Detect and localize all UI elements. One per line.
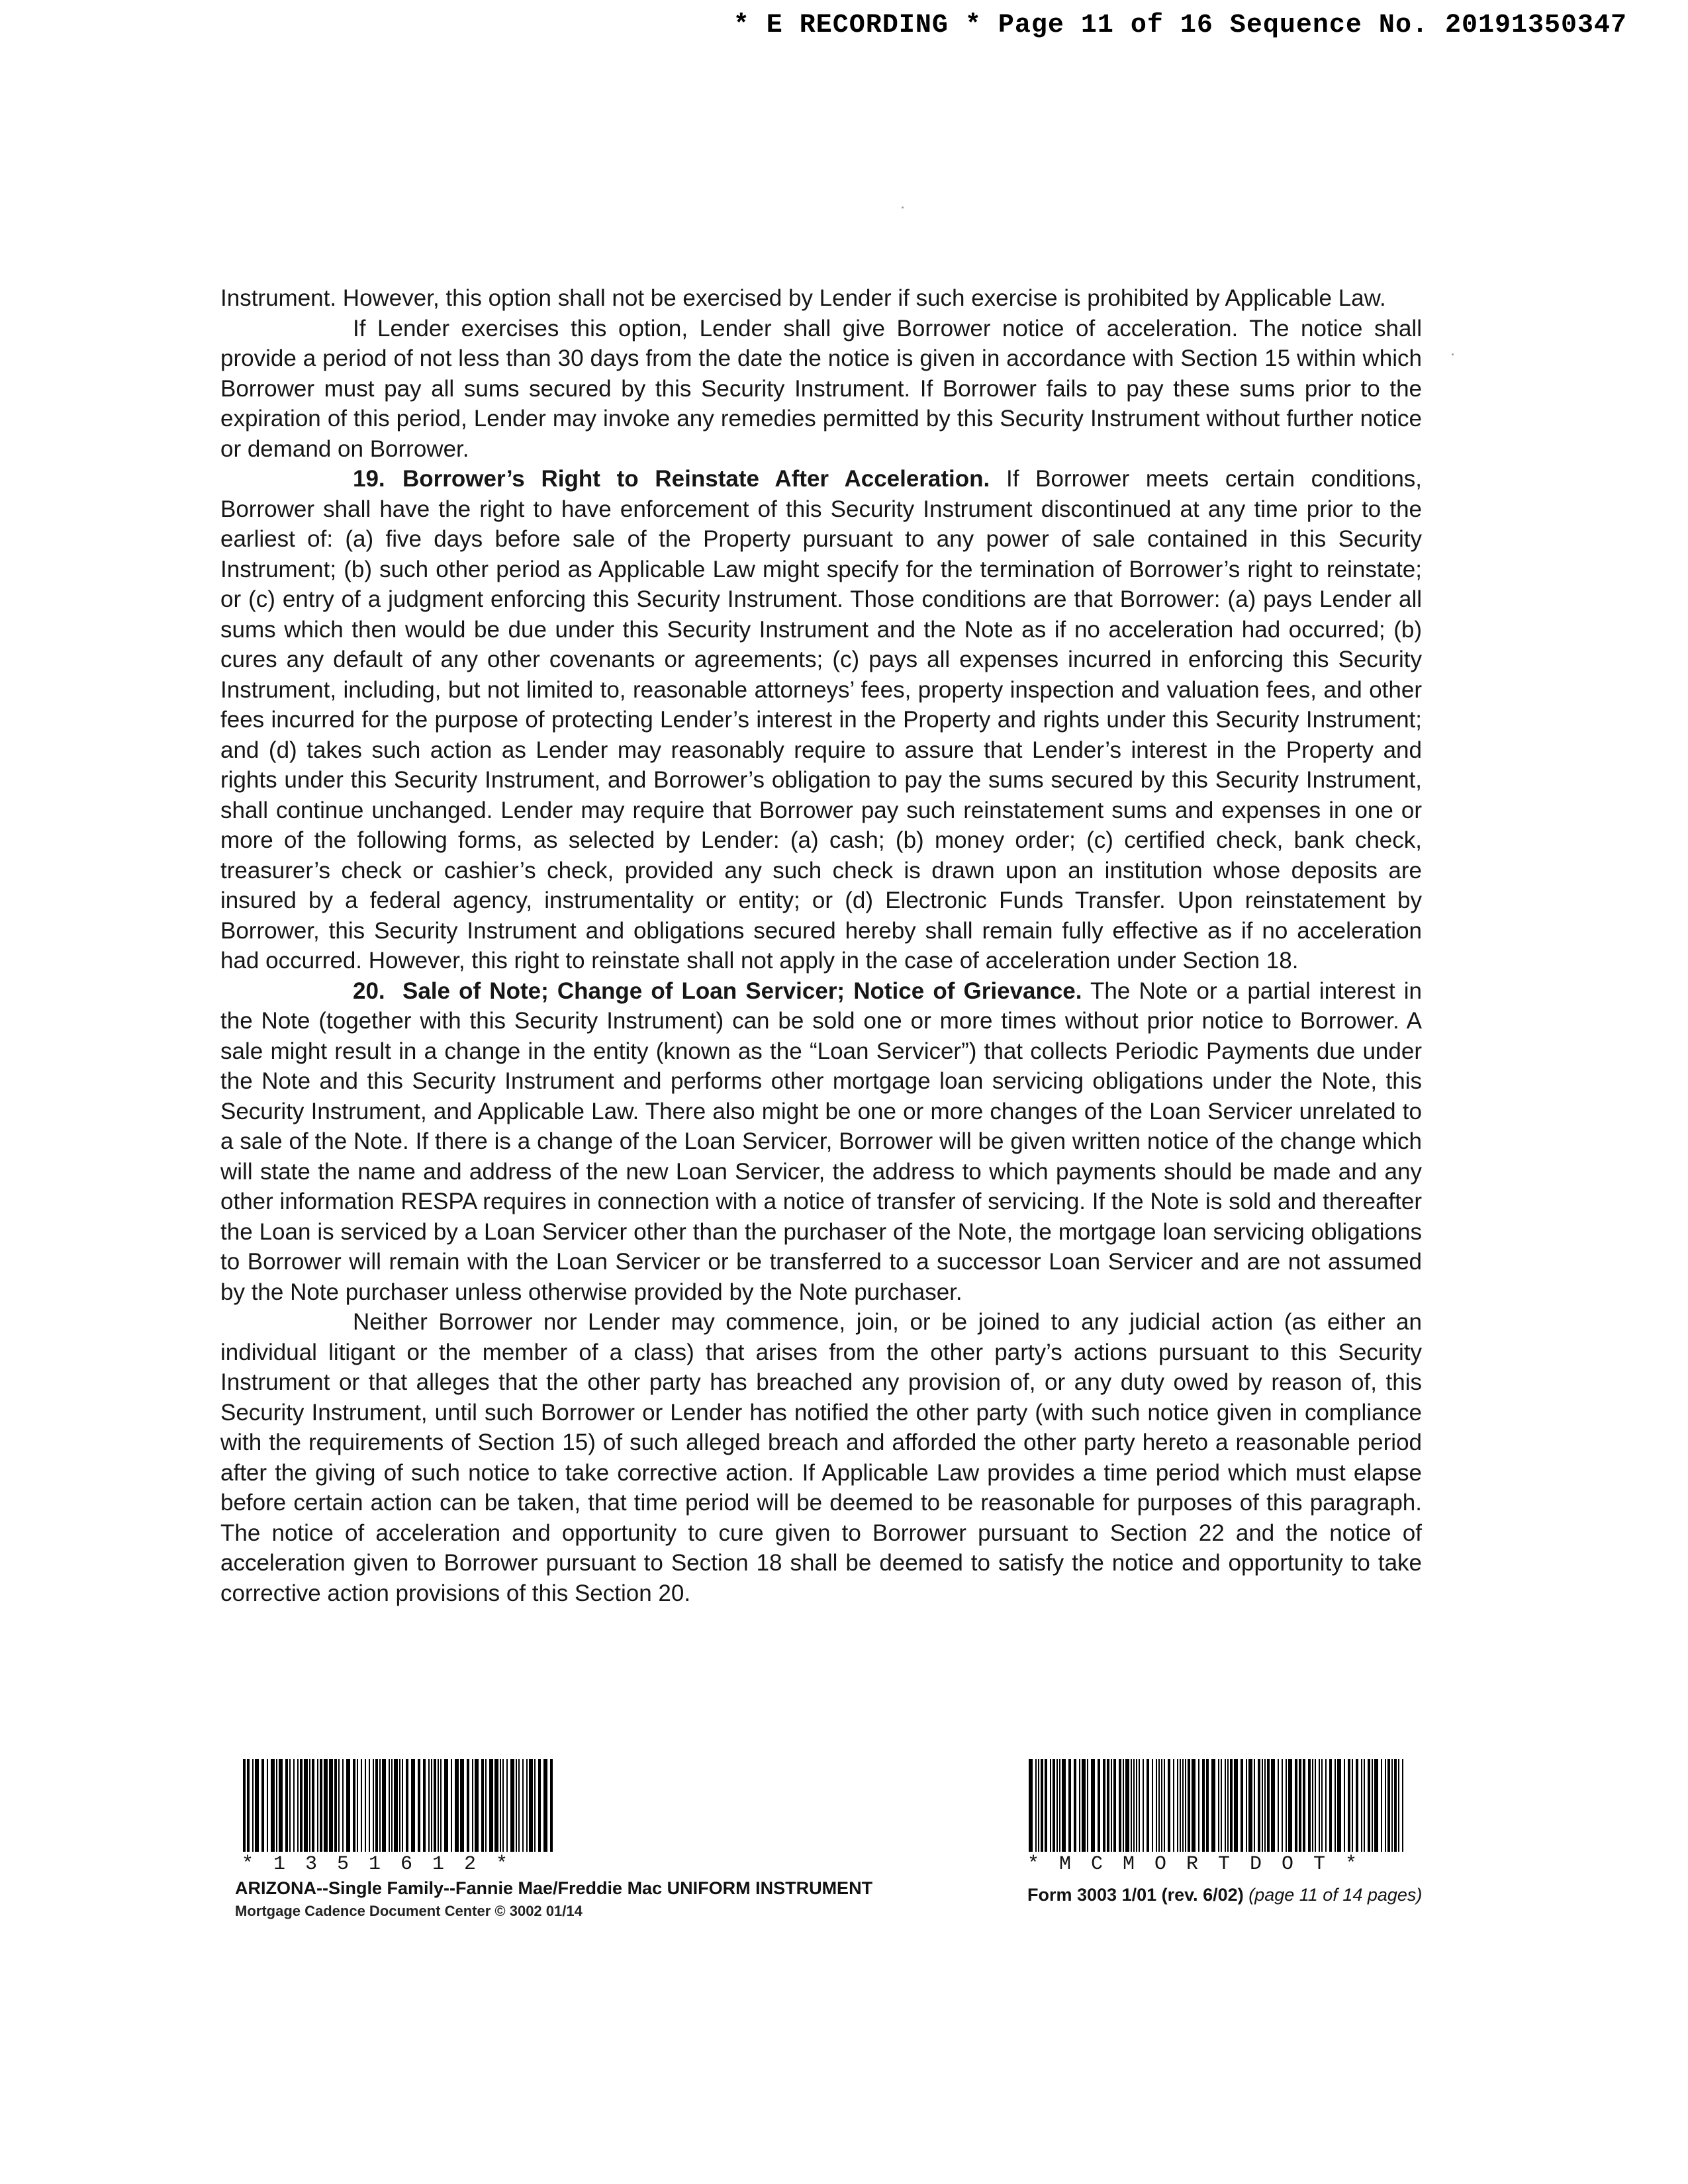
barcode-bar (1182, 1759, 1184, 1852)
barcode-bar (394, 1759, 398, 1852)
paragraph-acceleration-notice: If Lender exercises this option, Lender shall give Borrower notice of acceleration. The notice shall provide a period of not less than 30 days from the date the notice is given in accordance with Section 15 within which Borrower must pay all sums secured by this Security Instrument. If Borrower fails to pay these sums prior to the expiration of this period, Lender may invoke any remedies permitted by this Security Instrument without further notice or demand on Borrower. (220, 315, 1422, 462)
footer-right (1027, 1759, 1491, 1905)
barcode-bar (297, 1759, 299, 1852)
barcode-bar (1402, 1759, 1403, 1852)
barcode-bar (1119, 1759, 1121, 1852)
barcode-bar (1131, 1759, 1132, 1852)
footer-left (235, 1759, 963, 1920)
barcode-left-caption: * 1 3 5 1 6 1 2 * (242, 1853, 512, 1876)
barcode-bar (1035, 1759, 1037, 1852)
barcode-bar (1321, 1759, 1323, 1852)
barcode-left (242, 1759, 556, 1852)
barcode-bar (431, 1759, 432, 1852)
barcode-bar (312, 1759, 314, 1852)
barcode-bar (1288, 1759, 1292, 1852)
barcode-bar (255, 1759, 259, 1852)
barcode-bar (1348, 1759, 1350, 1852)
barcode-bar (1374, 1759, 1378, 1852)
barcode-bar (1139, 1759, 1140, 1852)
document-body (220, 283, 1422, 1608)
barcode-bar (1381, 1759, 1382, 1852)
barcode-bar (271, 1759, 275, 1852)
document-center: Mortgage Cadence Document Center © 3002 01/14 (235, 1903, 583, 1919)
barcode-bar (342, 1759, 344, 1852)
barcode-bar (451, 1759, 452, 1852)
barcode-bar (300, 1759, 303, 1852)
barcode-bar (475, 1759, 479, 1852)
barcode-bar (485, 1759, 487, 1852)
barcode-bar (1246, 1759, 1247, 1852)
barcode-right-caption: * M C M O R T D O T * (1027, 1853, 1362, 1876)
barcode-bar (460, 1759, 464, 1852)
barcode-bar (1218, 1759, 1219, 1852)
barcode-bar (1335, 1759, 1336, 1852)
barcode-bar (365, 1759, 366, 1852)
barcode-bar (320, 1759, 322, 1852)
barcode-bar (1164, 1759, 1165, 1852)
barcode-bar (1344, 1759, 1345, 1852)
barcode-bar (261, 1759, 264, 1852)
barcode-bar (324, 1759, 328, 1852)
barcode-bar (373, 1759, 374, 1852)
barcode-bar (1143, 1759, 1144, 1852)
form-number: Form 3003 1/01 (rev. 6/02) (1027, 1885, 1244, 1905)
barcode-bar (472, 1759, 473, 1852)
barcode-bar (1192, 1759, 1196, 1852)
section-19-title: Borrower’s Right to Reinstate After Acceleration. (402, 466, 990, 492)
barcode-bar (369, 1759, 370, 1852)
barcode-bar (1029, 1759, 1033, 1852)
barcode-bar (276, 1759, 277, 1852)
barcode-bar (1107, 1759, 1109, 1852)
barcode-bar (1053, 1759, 1055, 1852)
barcode-bar (382, 1759, 386, 1852)
barcode-bar (1062, 1759, 1066, 1852)
barcode-bar (502, 1759, 504, 1852)
barcode-bar (293, 1759, 295, 1852)
barcode-bar (1394, 1759, 1397, 1852)
barcode-bar (1329, 1759, 1332, 1852)
barcode-bar (1113, 1759, 1116, 1852)
section-19-number: 19. (353, 466, 385, 492)
barcode-bar (402, 1759, 403, 1852)
barcode-bar (1050, 1759, 1051, 1852)
barcode-bar (1156, 1759, 1157, 1852)
barcode-bar (243, 1759, 246, 1852)
barcode-bar (252, 1759, 254, 1852)
barcode-bar (489, 1759, 493, 1852)
barcode-bar (440, 1759, 442, 1852)
barcode-bar (406, 1759, 408, 1852)
barcode-bar (1372, 1759, 1373, 1852)
barcode-right (1027, 1759, 1408, 1852)
barcode-bar (1295, 1759, 1297, 1852)
barcode-bar (1267, 1759, 1270, 1852)
barcode-bar (444, 1759, 448, 1852)
barcode-bar (516, 1759, 517, 1852)
barcode-bar (1221, 1759, 1222, 1852)
barcode-bar (247, 1759, 250, 1852)
barcode-bar (1368, 1759, 1370, 1852)
barcode-bar (285, 1759, 288, 1852)
barcode-bar (1147, 1759, 1149, 1852)
barcode-bar (1391, 1759, 1393, 1852)
barcode-bar (518, 1759, 520, 1852)
barcode-bar (1286, 1759, 1287, 1852)
barcode-bar (1241, 1759, 1243, 1852)
barcode-bar (1264, 1759, 1266, 1852)
barcode-bar (526, 1759, 528, 1852)
barcode-bar (334, 1759, 337, 1852)
section-19-text: If Borrower meets certain conditions, Borrower shall have the right to have enforcement of this Security Instrument discontinued at any time prior to the earliest of: (a) five days before sale of the Property pursuant to any power of sale contained in this Security Instrument; (b) such other period as Applicable Law might specify for the termination of Borrower’s right to reinstate; or (c) entry of a judgment enforcing this Security Instrument. Those conditions are that Borrower: (a) pays Lender all sums which then would be due under this Security Instrument and the Note as if no acceleration had occurred; (b) cures any default of any other covenants or agreements; (c) pays all expenses incurred in enforcing this Security Instrument, including, but not limited to, reasonable attorneys’ fees, property inspection and valuation fees, and other fees incurred for the purpose of protecting Lender’s interest in the Property and rights under this Security Instrument; and (d) takes such action as Lender may reasonably require to assure that Lender’s interest in the Property and rights under this Security Instrument, and Borrower’s obligation to pay the sums secured by this Security Instrument, shall continue unchanged. Lender may require that Borrower pay such reinstatement sums and expenses in one or more of the following forms, as selected by Lender: (a) cash; (b) money order; (c) certified check, bank check, treasurer’s check or cashier’s check, provided any such check is drawn upon an institution whose deposits are insured by a federal agency, instrumentality or entity; or (d) Electronic Funds Transfer. Upon reinstatement by Borrower, this Security Instrument and obligations secured hereby shall remain fully effective as if no acceleration had occurred. However, this right to reinstate shall not apply in the case of acceleration under Section 18. (220, 466, 1423, 974)
paragraph-continuation: Instrument. However, this option shall not be exercised by Lender if such exercise is prohibited by Applicable Law. (220, 285, 1386, 311)
barcode-bar (1211, 1759, 1215, 1852)
barcode-bar (389, 1759, 390, 1852)
barcode-bar (538, 1759, 541, 1852)
barcode-bar (1056, 1759, 1058, 1852)
barcode-bar (361, 1759, 362, 1852)
section-20-text: The Note or a partial interest in the Note (together with this Security Instrument) can be sold one or more times without prior notice to Borrower. A sale might result in a change in the entity (known as the “Loan Servicer”) that collects Periodic Payments due under the Note and this Security Instrument and performs other mortgage loan servicing obligations under the Note, this Security Instrument, and Applicable Law. There also might be one or more changes of the Loan Servicer unrelated to a sale of the Note. If there is a change of the Loan Servicer, Borrower will be given written notice of the change which will state the name and address of the new Loan Servicer, the address to which payments should be made and any other information RESPA requires in connection with a notice of transfer of servicing. If the Note is sold and thereafter the Loan is serviced by a Loan Servicer other than the purchaser of the Note, the mortgage loan servicing obligations to Borrower will remain with the Loan Servicer or be transferred to a successor Loan Servicer and are not assumed by the Note purchaser unless otherwise provided by the Note purchaser. (220, 978, 1423, 1305)
barcode-bar (529, 1759, 533, 1852)
barcode-bar (1161, 1759, 1162, 1852)
barcode-bar (1356, 1759, 1358, 1852)
barcode-bar (353, 1759, 355, 1852)
barcode-bar (1173, 1759, 1174, 1852)
barcode-bar (1158, 1759, 1160, 1852)
barcode-bar (481, 1759, 484, 1852)
barcode-bar (317, 1759, 318, 1852)
barcode-bar (1303, 1759, 1305, 1852)
barcode-bar (434, 1759, 436, 1852)
barcode-bar (534, 1759, 536, 1852)
barcode-bar (1319, 1759, 1320, 1852)
barcode-bar (1123, 1759, 1124, 1852)
barcode-bar (1091, 1759, 1095, 1852)
barcode-bar (494, 1759, 498, 1852)
barcode-bar (1087, 1759, 1088, 1852)
form-title: ARIZONA--Single Family--Fannie Mae/Freddie Mac UNIFORM INSTRUMENT (235, 1878, 873, 1898)
barcode-bar (1225, 1759, 1226, 1852)
barcode-bar (438, 1759, 439, 1852)
barcode-bar (467, 1759, 469, 1852)
barcode-bar (1180, 1759, 1181, 1852)
barcode-bar (1098, 1759, 1100, 1852)
barcode-bar (1325, 1759, 1327, 1852)
page-count: (page 11 of 14 pages) (1248, 1885, 1423, 1905)
barcode-bar (428, 1759, 430, 1852)
barcode-bar (543, 1759, 547, 1852)
barcode-bar (418, 1759, 420, 1852)
barcode-bar (1038, 1759, 1039, 1852)
barcode-bar (304, 1759, 308, 1852)
barcode-bar (550, 1759, 553, 1852)
barcode-bar (1361, 1759, 1362, 1852)
barcode-bar (1299, 1759, 1301, 1852)
section-20-number: 20. (353, 978, 385, 1004)
barcode-bar (391, 1759, 393, 1852)
barcode-bar (1352, 1759, 1353, 1852)
barcode-bar (1059, 1759, 1060, 1852)
barcode-bar (455, 1759, 459, 1852)
barcode-bar (1133, 1759, 1135, 1852)
barcode-bar (1168, 1759, 1170, 1852)
barcode-bar (1198, 1759, 1199, 1852)
barcode-bar (1278, 1759, 1279, 1852)
barcode-bar (1045, 1759, 1047, 1852)
barcode-bar (1282, 1759, 1283, 1852)
barcode-bar (399, 1759, 400, 1852)
barcode-bar (1271, 1759, 1275, 1852)
barcode-bar (309, 1759, 310, 1852)
barcode-bar (1337, 1759, 1341, 1852)
barcode-bar (1103, 1759, 1105, 1852)
barcode-bar (1385, 1759, 1386, 1852)
barcode-bar (423, 1759, 426, 1852)
barcode-bar (1364, 1759, 1365, 1852)
section-20 (220, 976, 1422, 1308)
barcode-bar (346, 1759, 350, 1852)
barcode-bar (1234, 1759, 1238, 1852)
barcode-bar (357, 1759, 358, 1852)
barcode-bar (1387, 1759, 1390, 1852)
barcode-bar (1308, 1759, 1311, 1852)
scan-speck (1452, 353, 1454, 355)
barcode-bar (1206, 1759, 1209, 1852)
barcode-bar (289, 1759, 291, 1852)
barcode-bar (510, 1759, 514, 1852)
barcode-bar (279, 1759, 283, 1852)
barcode-bar (1254, 1759, 1255, 1852)
barcode-bar (1202, 1759, 1205, 1852)
barcode-bar (1262, 1759, 1263, 1852)
barcode-bar (1068, 1759, 1071, 1852)
barcode-bar (1041, 1759, 1043, 1852)
barcode-bar (1074, 1759, 1076, 1852)
barcode-bar (1177, 1759, 1178, 1852)
barcode-bar (500, 1759, 501, 1852)
barcode-bar (1136, 1759, 1137, 1852)
recording-stamp: * E RECORDING * Page 11 of 16 Sequence No. 20191350347 (733, 11, 1627, 40)
barcode-bar (1079, 1759, 1080, 1852)
barcode-bar (1152, 1759, 1153, 1852)
barcode-bar (1315, 1759, 1316, 1852)
barcode-bar (1082, 1759, 1086, 1852)
barcode-bar (411, 1759, 415, 1852)
barcode-bar (338, 1759, 340, 1852)
barcode-bar (506, 1759, 508, 1852)
barcode-bar (1185, 1759, 1186, 1852)
barcode-bar (1227, 1759, 1229, 1852)
barcode-bar (375, 1759, 378, 1852)
section-19 (220, 464, 1422, 976)
barcode-bar (1125, 1759, 1129, 1852)
form-number-line (1027, 1885, 1491, 1905)
barcode-bar (1398, 1759, 1399, 1852)
barcode-bar (1258, 1759, 1260, 1852)
scan-speck (902, 206, 904, 208)
barcode-bar (267, 1759, 268, 1852)
barcode-bar (1111, 1759, 1112, 1852)
paragraph-judicial-action: Neither Borrower nor Lender may commence, join, or be joined to any judicial action (as either an individual litigant or the member of a class) that arises from the other party’s actions pursuant to this Security Instrument or that alleges that the other party has breached any provision of, or any duty owed by reason of, this Security Instrument, until such Borrower or Lender has notified the other party (with such notice given in compliance with the requirements of Section 15) of such alleged breach and afforded the other party hereto a reasonable period after the giving of such notice to take corrective action. If Applicable Law provides a time period which must elapse before certain action can be taken, that time period will be deemed to be reasonable for purposes of this paragraph. The notice of acceleration and opportunity to cure given to Borrower pursuant to Section 22 and the notice of acceleration given to Borrower pursuant to Section 18 shall be deemed to satisfy the notice and opportunity to take corrective action provisions of this Section 20. (220, 1309, 1422, 1606)
barcode-bar (1312, 1759, 1313, 1852)
barcode-bar (1230, 1759, 1233, 1852)
barcode-bar (522, 1759, 524, 1852)
section-20-title: Sale of Note; Change of Loan Servicer; Notice of Grievance. (402, 978, 1082, 1004)
barcode-bar (379, 1759, 381, 1852)
barcode-bar (1188, 1759, 1190, 1852)
barcode-bar (1248, 1759, 1252, 1852)
barcode-bar (329, 1759, 333, 1852)
